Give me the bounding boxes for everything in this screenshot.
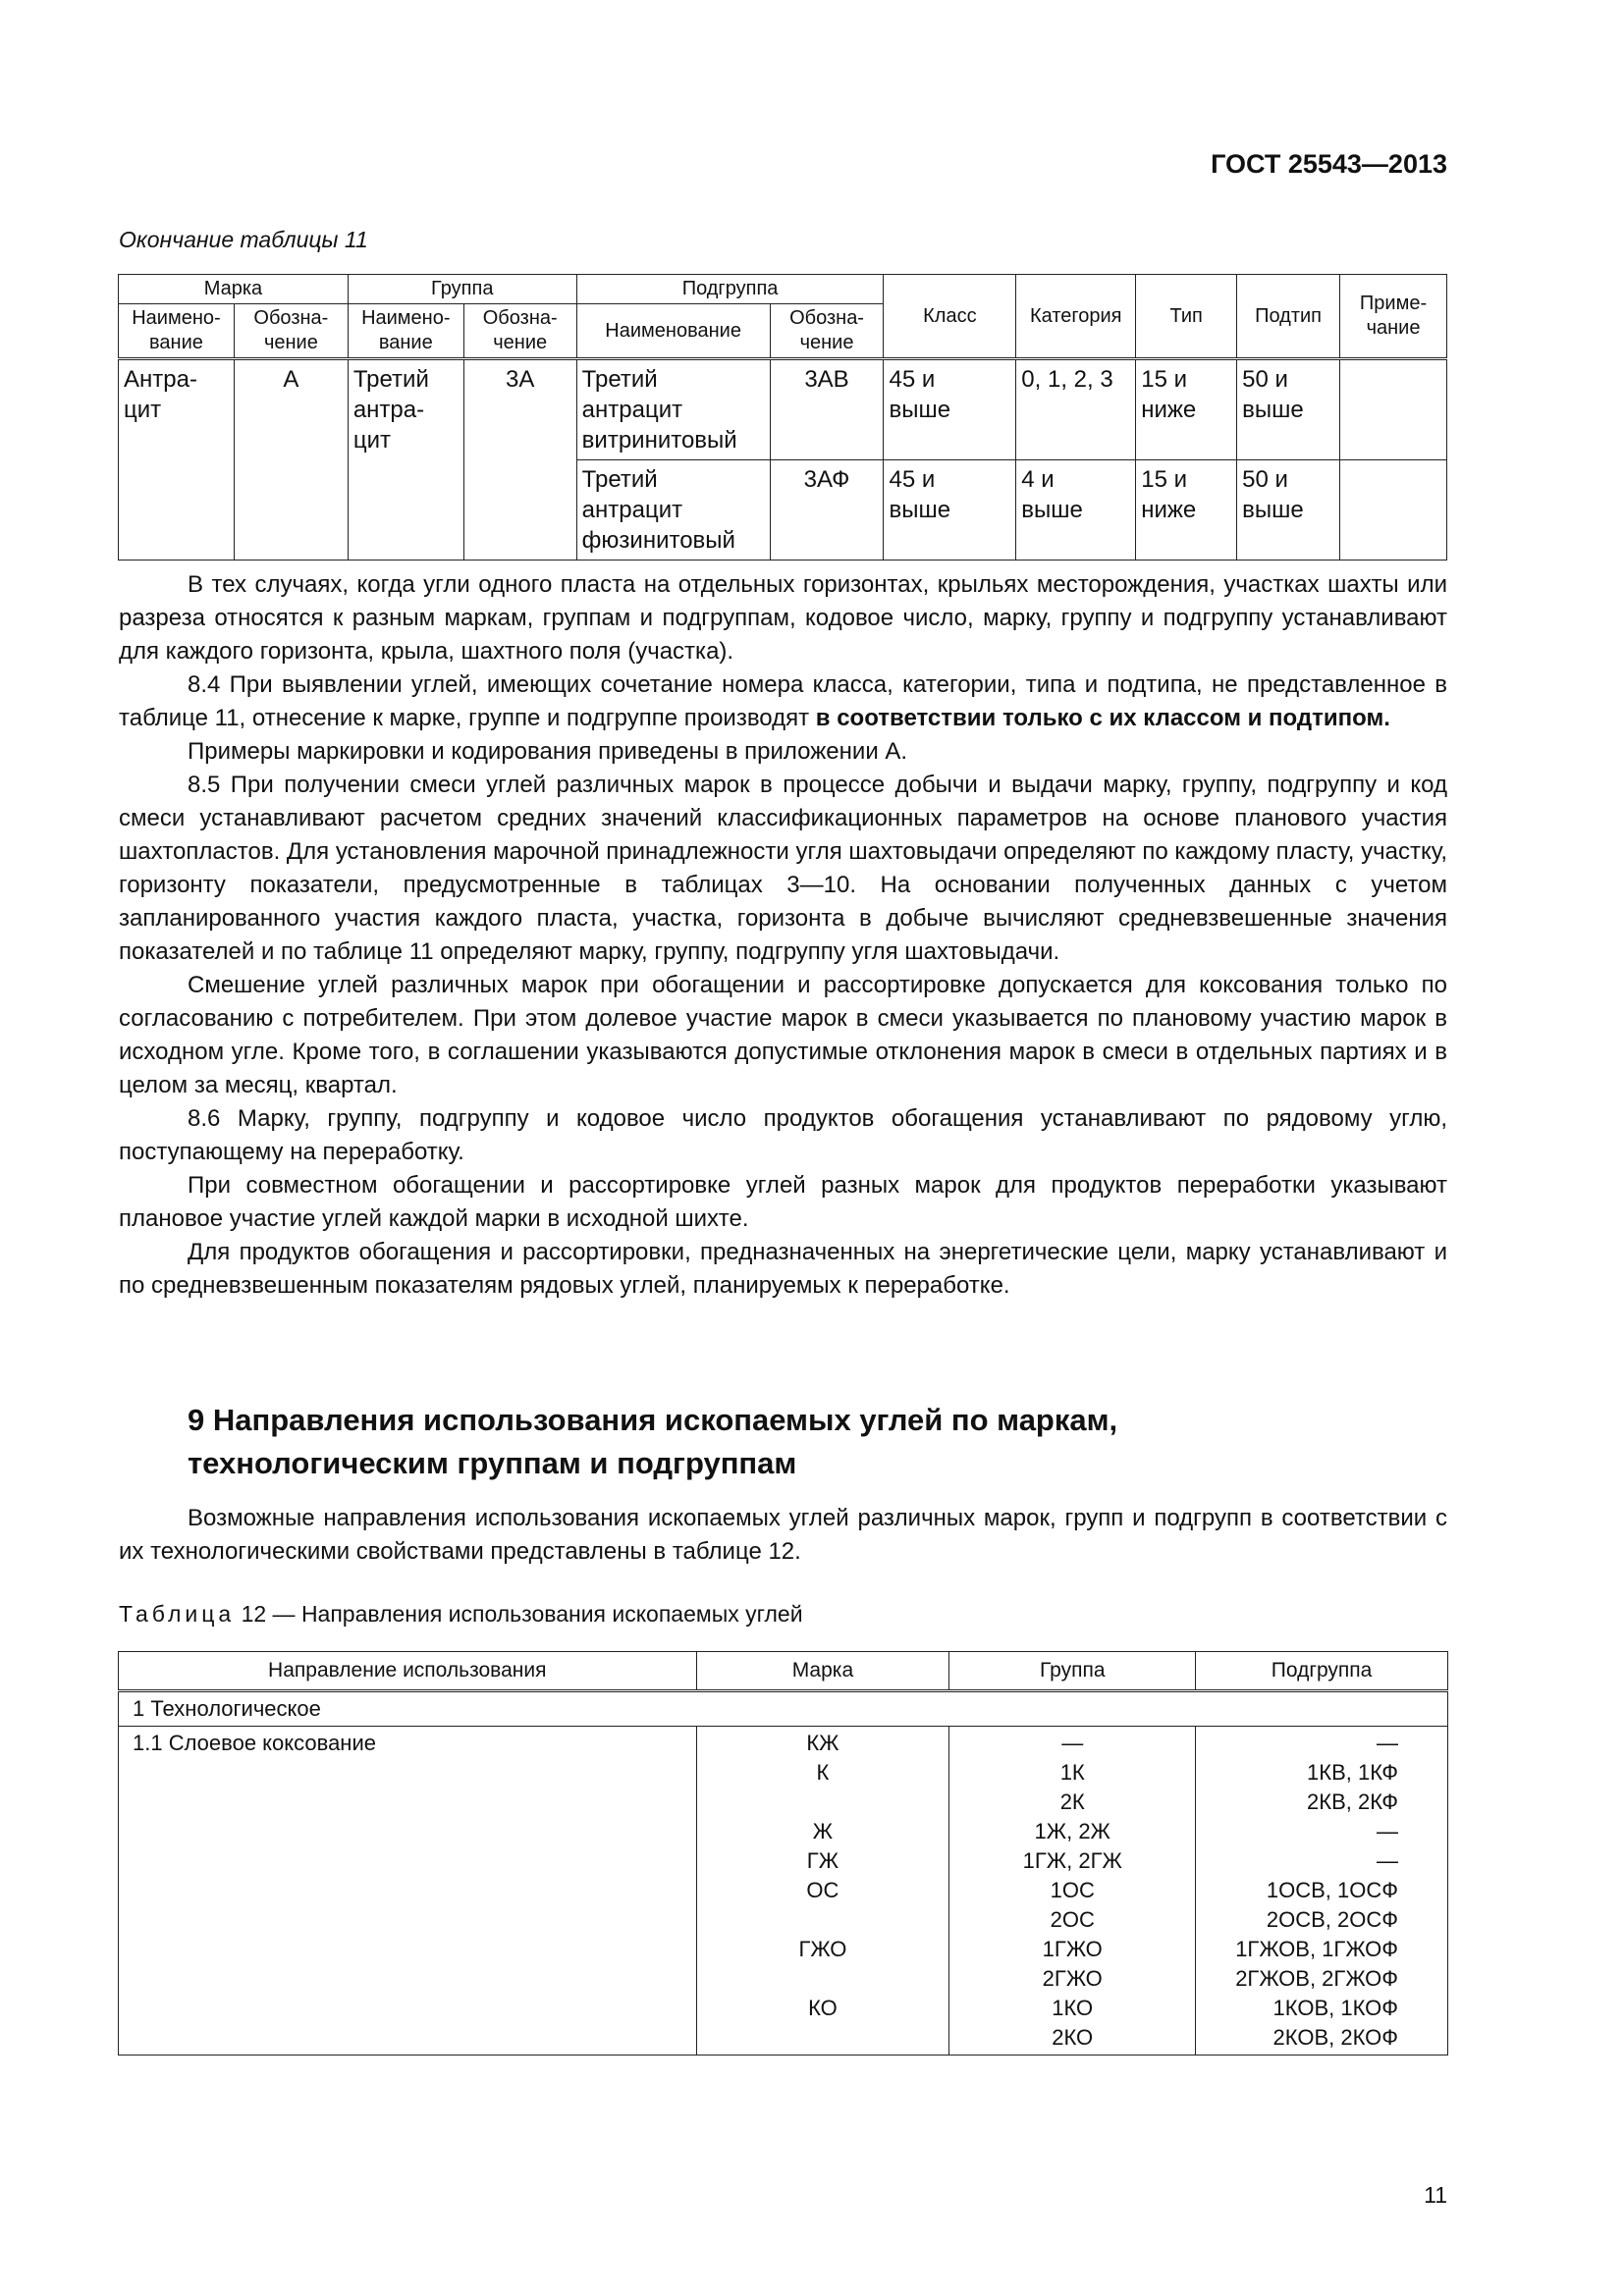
header-napravlenie: Направление использования	[119, 1652, 697, 1691]
cell-prim	[1340, 359, 1447, 460]
table12-caption	[119, 1601, 803, 1628]
header-gruppa-oboz: Обозна- чение	[463, 304, 576, 359]
paragraph-bold: в соответствии только с их классом и подтипом.	[815, 705, 1390, 731]
header-klass: Класс	[884, 275, 1016, 359]
paragraph-8-6: 8.6 Марку, группу, подгруппу и кодовое число продуктов обогащения устанавливают по рядовому углю, поступающему на переработку.	[119, 1105, 1447, 1165]
cell-group-name: Третий антра- цит	[348, 359, 463, 561]
cell-tip: 15 и ниже	[1136, 460, 1237, 561]
table11-caption: Окончание таблицы 11	[119, 227, 368, 252]
paragraph-text: 8.4 При выявлении углей, имеющих сочетание номера класса, категории, типа и подтипа, не представленное в таблице 11, отнесение к марке, группе и подгруппе производят	[119, 671, 1447, 731]
cell-sub-name: Третий антрацит витринитовый	[576, 359, 770, 460]
header-podtip: Подтип	[1237, 275, 1340, 359]
paragraph: Возможные направления использования ископаемых углей различных марок, групп и подгрупп в соответствии с их технологическими свойствами представлены в таблице 12.	[119, 1505, 1447, 1565]
page-number: 11	[1424, 2182, 1447, 2208]
table-12	[118, 1651, 1448, 2056]
header-kategoriya: Категория	[1016, 275, 1136, 359]
cell-direction: 1.1 Слоевое коксование	[119, 1727, 697, 2056]
header-marka-naim: Наимено- вание	[119, 304, 235, 359]
header-gruppa: Группа	[949, 1652, 1196, 1691]
heading-line: технологическим группам и подгруппам	[188, 1446, 797, 1480]
header-podgruppa: Подгруппа	[1196, 1652, 1448, 1691]
cell-podgruppa-list: — 1КВ, 1КФ 2КВ, 2КФ — — 1ОСВ, 1ОСФ 2ОСВ, 2ОСФ 1ГЖОВ, 1ГЖОФ 2ГЖОВ, 2ГЖОФ 1КОВ, 1КОФ 2КОВ, 2КОФ	[1196, 1727, 1448, 2056]
cell-klass: 45 и выше	[884, 460, 1016, 561]
table-11	[118, 274, 1447, 561]
group-row-technological: 1 Технологическое	[119, 1691, 1448, 1727]
cell-gruppa-list: — 1К 2К 1Ж, 2Ж 1ГЖ, 2ГЖ 1ОС 2ОС 1ГЖО 2ГЖО 1КО 2КО	[949, 1727, 1196, 2056]
paragraph: Для продуктов обогащения и рассортировки, предназначенных на энергетические цели, марку устанавливают и по средневзвешенным показателям рядовых углей, планируемых к переработке.	[119, 1239, 1447, 1299]
section-9-text	[119, 1502, 1447, 1569]
cell-sub-code: 3АФ	[770, 460, 884, 561]
header-gruppa-naim: Наимено- вание	[348, 304, 463, 359]
header-primechanie: Приме- чание	[1340, 275, 1447, 359]
cell-tip: 15 и ниже	[1136, 359, 1237, 460]
cell-prim	[1340, 460, 1447, 561]
cell-sub-code: 3АВ	[770, 359, 884, 460]
body-text	[119, 568, 1447, 1303]
cell-klass: 45 и выше	[884, 359, 1016, 460]
cell-sub-name: Третий антрацит фюзинитовый	[576, 460, 770, 561]
paragraph: Смешение углей различных марок при обогащении и рассортировке допускается для коксования только по согласованию с потребителем. При этом долевое участие марок в смеси указывается по плановому участию марок в исходном угле. Кроме того, в соглашении указываются допустимые отклонения марок в смеси в отдельных партиях и в целом за месяц, квартал.	[119, 972, 1447, 1098]
document-code: ГОСТ 25543—2013	[1211, 149, 1447, 179]
heading-line: 9 Направления использования ископаемых углей по маркам,	[188, 1403, 1118, 1437]
caption-title: 12 — Направления использования ископаемых углей	[241, 1601, 803, 1627]
header-marka: Марка	[696, 1652, 949, 1691]
paragraph: В тех случаях, когда угли одного пласта на отдельных горизонтах, крыльях месторождения, участках шахты или разреза относятся к разным маркам, группам и подгруппам, кодовое число, марку, группу и подгруппу устанавливают для каждого горизонта, крыла, шахтного поля (участка).	[119, 571, 1447, 665]
caption-label: Таблица	[119, 1601, 236, 1627]
header-marka-oboz: Обозна- чение	[234, 304, 348, 359]
header-podgruppa: Подгруппа	[576, 275, 884, 304]
section-9-heading	[188, 1399, 1117, 1485]
paragraph-8-4	[119, 668, 1447, 735]
paragraph: При совместном обогащении и рассортировке углей разных марок для продуктов переработки указывают плановое участие углей каждой марки в исходной шихте.	[119, 1172, 1447, 1232]
cell-podtip: 50 и выше	[1237, 460, 1340, 561]
header-podgruppa-oboz: Обозна- чение	[770, 304, 884, 359]
cell-kategoriya: 0, 1, 2, 3	[1016, 359, 1136, 460]
cell-marka-code: А	[234, 359, 348, 561]
header-tip: Тип	[1136, 275, 1237, 359]
cell-group-code: 3А	[463, 359, 576, 561]
cell-podtip: 50 и выше	[1237, 359, 1340, 460]
header-marka: Марка	[119, 275, 349, 304]
paragraph: Примеры маркировки и кодирования приведены в приложении А.	[188, 738, 908, 765]
cell-kategoriya: 4 и выше	[1016, 460, 1136, 561]
header-gruppa: Группа	[348, 275, 576, 304]
header-podgruppa-naim: Наименование	[576, 304, 770, 359]
paragraph-8-5: 8.5 При получении смеси углей различных марок в процессе добычи и выдачи марку, группу, подгруппу и код смеси устанавливают расчетом средних значений классификационных параметров на основе планового участия шахтопластов. Для установления марочной принадлежности угля шахтовыдачи определяют по каждому пласту, участку, горизонту показатели, предусмотренные в таблицах 3—10. На основании полученных данных с учетом запланированного участия каждого пласта, участка, горизонта в добыче вычисляют средневзвешенные значения показателей и по таблице 11 определяют марку, группу, подгруппу угля шахтовыдачи.	[119, 772, 1448, 965]
cell-marka-list: КЖ К Ж ГЖ ОС ГЖО КО	[696, 1727, 949, 2056]
cell-marka-name: Антра- цит	[119, 359, 235, 561]
